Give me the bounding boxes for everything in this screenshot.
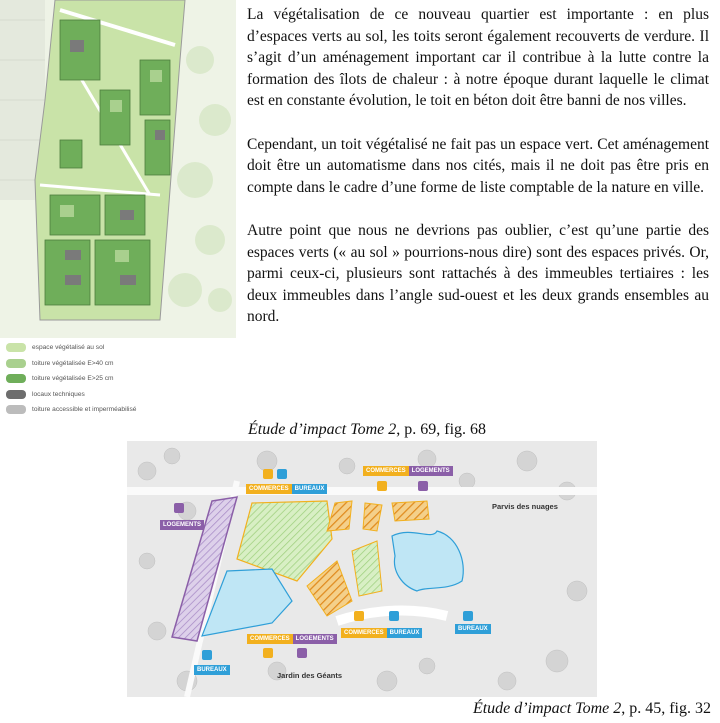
commerces-icon: [377, 481, 387, 491]
legend-swatch: [6, 374, 26, 383]
bureaux-icon: [277, 469, 287, 479]
figure-caption: [248, 421, 486, 439]
programme-map-drawing: [127, 441, 597, 697]
logements-icon: [174, 503, 184, 513]
bureaux-icon: [463, 611, 473, 621]
parvis-label: Parvis des nuages: [492, 502, 558, 511]
legend-item: [6, 340, 234, 356]
paragraph: La végétalisation de ce nouveau quartier est importante : en plus d’espaces verts au sol, les toits seront également recouverts de verdure. Il s’agit d’un aménagement important car il contribue à la lutte contre la formation des îlots de chaleur : à notre époque durant laquelle le climat est en constante évolution, le toit en béton doit être banni de nos villes.: [247, 6, 709, 109]
commerces-bureaux-tag: [341, 628, 422, 638]
legend-label: locaux techniques: [32, 390, 85, 398]
bureaux-icon: [389, 611, 399, 621]
logements-icon: [297, 648, 307, 658]
legend-item: [6, 402, 234, 418]
bureaux-label: BUREAUX: [387, 628, 423, 638]
bureaux-tag: BUREAUX: [194, 665, 230, 675]
legend-swatch: [6, 359, 26, 368]
commerces-icon: [354, 611, 364, 621]
programme-map-figure: [127, 441, 597, 697]
site-plan-drawing: [0, 0, 236, 338]
legend-swatch: [6, 343, 26, 352]
legend-item: [6, 371, 234, 387]
commerces-label: COMMERCES: [341, 628, 387, 638]
commerces-label: COMMERCES: [246, 484, 292, 494]
caption-source-title: Étude d’impact Tome 2: [248, 421, 397, 438]
legend-label: toiture accessible et imperméabilisé: [32, 406, 137, 414]
commerces-logements-tag: [247, 634, 337, 644]
legend-item: [6, 356, 234, 372]
legend-label: espace végétalisé au sol: [32, 344, 105, 352]
bureaux-icon: [202, 650, 212, 660]
plan-legend: [6, 340, 234, 418]
commerces-label: COMMERCES: [363, 466, 409, 476]
body-text: [247, 4, 709, 350]
caption-reference: , p. 45, fig. 32: [621, 700, 711, 717]
site-plan-figure: [0, 0, 236, 420]
legend-label: toiture végétalisée E>25 cm: [32, 375, 114, 383]
commerces-icon: [263, 648, 273, 658]
paragraph: Autre point que nous ne devrions pas oublier, c’est qu’une partie des espaces verts (« au sol » pourrions-nous dire) sont des espaces privés. Or, parmi ceux-ci, plusieurs sont rattachés à des immeubles tertiaires : les deux immeubles dans l’angle sud-ouest et les deux grands ensembles au nord.: [247, 222, 709, 325]
paragraph: Cependant, un toit végétalisé ne fait pas un espace vert. Cet aménagement doit être un automatisme dans nos cités, mais il ne doit pas être pris en compte dans le cadre d’une forme de liste comptable de la nature en ville.: [247, 135, 709, 196]
figure-caption: [473, 700, 711, 718]
bureaux-tag: BUREAUX: [455, 624, 491, 634]
logements-icon: [418, 481, 428, 491]
legend-swatch: [6, 405, 26, 414]
commerces-label: COMMERCES: [247, 634, 293, 644]
caption-source-title: Étude d’impact Tome 2: [472, 700, 622, 717]
legend-label: toiture végétalisée E>40 cm: [32, 359, 114, 367]
commerces-logements-tag: [363, 466, 453, 476]
bureaux-label: BUREAUX: [292, 484, 328, 494]
logements-label: LOGEMENTS: [293, 634, 337, 644]
logements-label: LOGEMENTS: [409, 466, 453, 476]
legend-swatch: [6, 390, 26, 399]
logements-tag: LOGEMENTS: [160, 520, 204, 530]
caption-reference: , p. 69, fig. 68: [396, 421, 487, 438]
commerces-bureaux-tag: [246, 484, 327, 494]
commerces-icon: [263, 469, 273, 479]
legend-item: [6, 387, 234, 403]
jardin-label: Jardin des Géants: [277, 671, 343, 680]
